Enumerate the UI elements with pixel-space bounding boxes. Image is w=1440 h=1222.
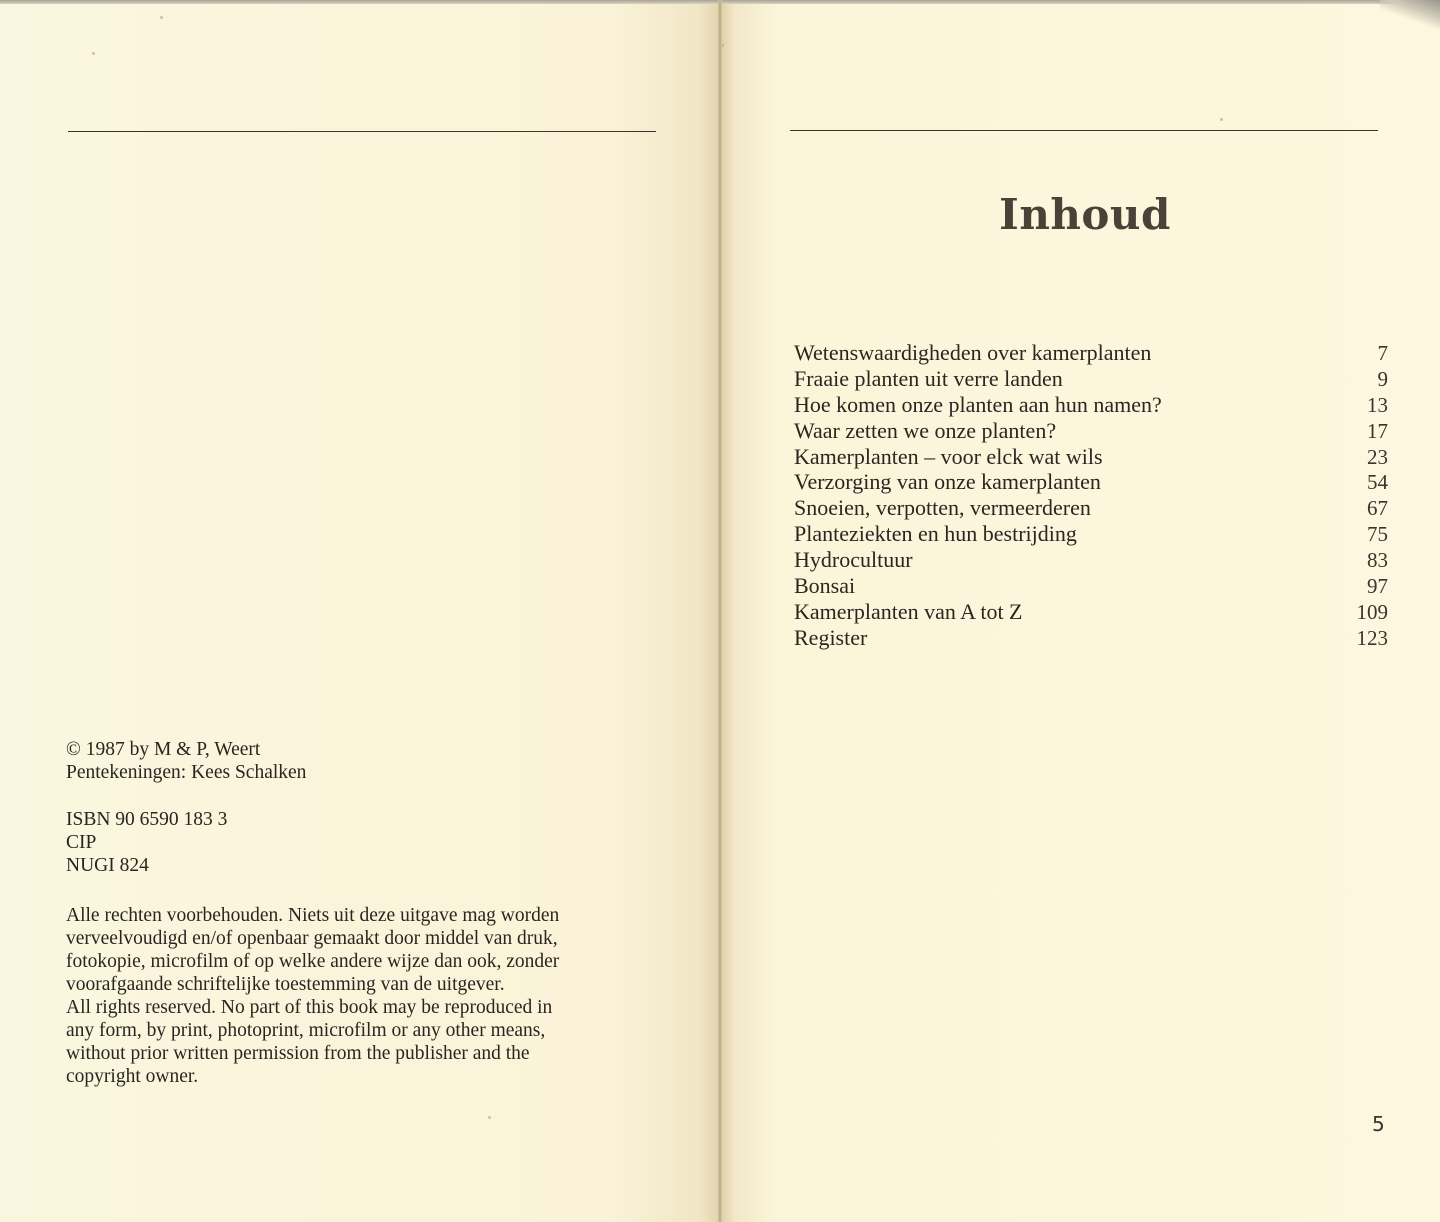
header-rule [790, 130, 1378, 131]
toc-entry-page: 17 [1367, 418, 1388, 443]
paper-speck [1220, 118, 1223, 121]
toc-entry-title: Wetenswaardigheden over kamerplanten [794, 340, 1152, 365]
right-page [720, 4, 1440, 1222]
page-number: 5 [1372, 1112, 1385, 1136]
toc-entry-title: Kamerplanten van A tot Z [794, 598, 1023, 624]
toc-entry-page: 83 [1367, 548, 1388, 573]
rights-line: voorafgaande schriftelijke toestemming van de uitgever. [66, 974, 505, 995]
book-gutter [718, 0, 722, 1222]
toc-entry [794, 418, 1388, 444]
toc-entry-title: Waar zetten we onze planten? [794, 417, 1057, 443]
toc-entry-page: 9 [1377, 366, 1388, 391]
isbn-line: ISBN 90 6590 183 3 [66, 809, 228, 830]
imprint-credits [66, 738, 306, 784]
header-rule [68, 131, 656, 132]
toc-entry [794, 573, 1388, 599]
rights-line: copyright owner. [66, 1066, 199, 1087]
toc-entry [794, 495, 1388, 521]
toc-entry-title: Fraaie planten uit verre landen [794, 365, 1063, 391]
toc-entry [794, 547, 1388, 573]
toc-entry-title: Kamerplanten – voor elck wat wils [794, 443, 1103, 469]
toc-entry-page: 13 [1367, 392, 1388, 417]
toc-entry [794, 444, 1388, 470]
page-corner-shadow [1380, 0, 1440, 30]
toc-entry [794, 599, 1388, 625]
rights-line: Alle rechten voorbehouden. Niets uit deze uitgave mag worden [66, 905, 560, 926]
toc-entry-page: 123 [1356, 625, 1388, 650]
toc-entry [794, 340, 1388, 366]
toc-entry-title: Planteziekten en hun bestrijding [794, 521, 1077, 547]
toc-entry-title: Bonsai [794, 573, 856, 599]
rights-notice [66, 904, 666, 1088]
copyright-line: © 1987 by M & P, Weert [66, 739, 261, 760]
toc-entry-page: 75 [1367, 522, 1388, 547]
toc-entry [794, 521, 1388, 547]
toc-entry-page: 54 [1367, 470, 1388, 495]
toc-entry-page: 97 [1367, 574, 1388, 599]
rights-line: without prior written permission from the publisher and the [66, 1043, 530, 1064]
toc-entry [794, 392, 1388, 418]
rights-line: fotokopie, microfilm of op welke andere wijze dan ook, zonder [66, 951, 560, 972]
toc-title: Inhoud [999, 190, 1171, 240]
toc-entry-title: Verzorging van onze kamerplanten [794, 469, 1101, 495]
toc-entry [794, 625, 1388, 651]
toc-entry-page: 67 [1367, 496, 1388, 521]
toc-entry-title: Register [794, 624, 868, 650]
left-page [0, 4, 720, 1222]
toc-entry [794, 366, 1388, 392]
toc-entry-page: 23 [1367, 444, 1388, 469]
table-of-contents [794, 340, 1388, 651]
toc-entry-title: Snoeien, verpotten, vermeerderen [794, 495, 1091, 521]
nugi-line: NUGI 824 [66, 855, 149, 876]
rights-line: All rights reserved. No part of this book may be reproduced in [66, 997, 553, 1018]
toc-entry-title: Hoe komen onze planten aan hun namen? [794, 391, 1162, 417]
rights-line: verveelvoudigd en/of openbaar gemaakt door middel van druk, [66, 928, 558, 949]
toc-entry [794, 469, 1388, 495]
toc-entry-title: Hydrocultuur [794, 547, 913, 573]
rights-line: any form, by print, photoprint, microfilm or any other means, [66, 1020, 546, 1041]
toc-entry-page: 7 [1377, 341, 1388, 365]
paper-speck [160, 16, 163, 19]
imprint-codes [66, 808, 227, 877]
toc-entry-page: 109 [1356, 599, 1388, 624]
cip-line: CIP [66, 832, 97, 853]
paper-speck [488, 1116, 491, 1119]
illustrator-line: Pentekeningen: Kees Schalken [66, 762, 307, 783]
paper-speck [92, 52, 95, 55]
